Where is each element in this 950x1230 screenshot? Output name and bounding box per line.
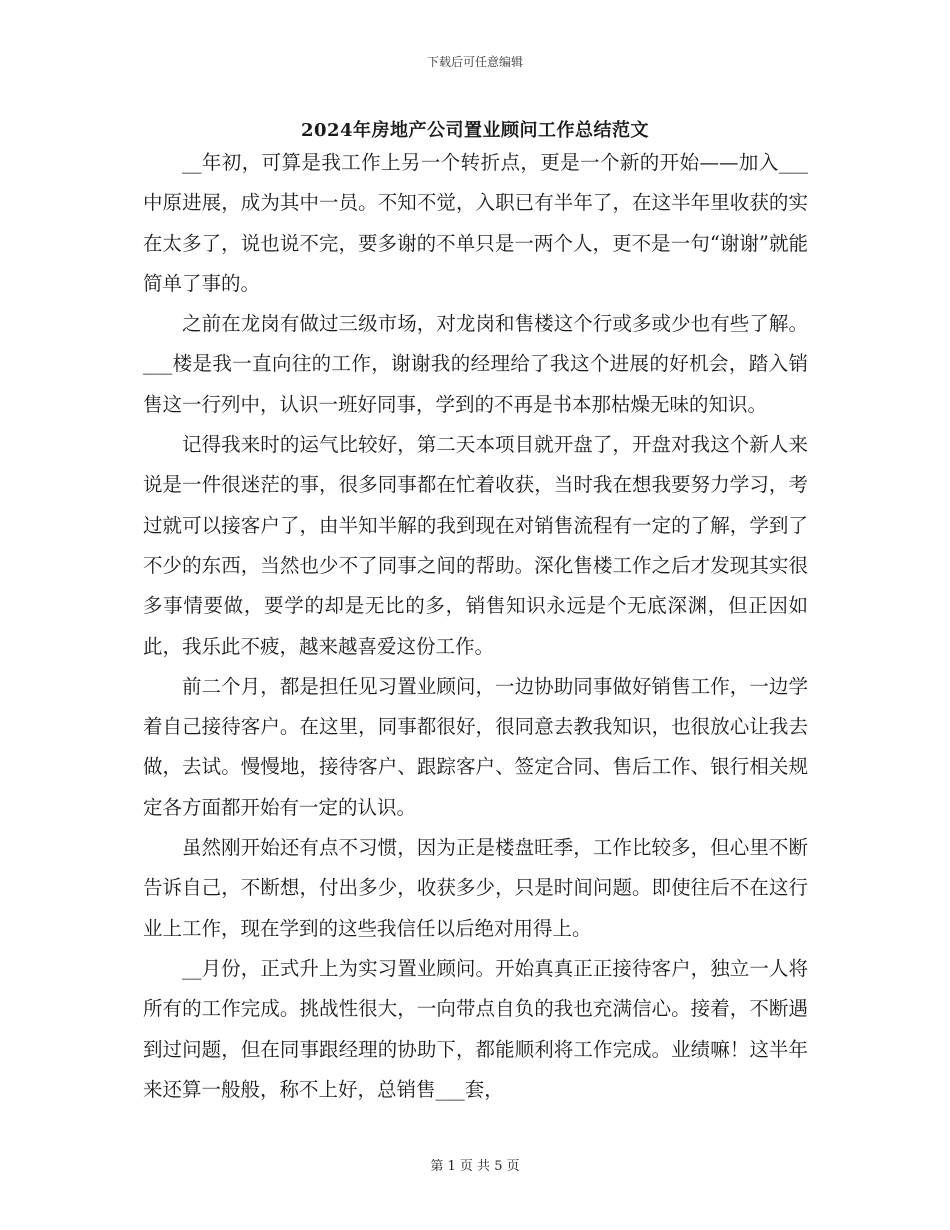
paragraph: 前二个月，都是担任见习置业顾问，一边协助同事做好销售工作，一边学着自己接待客户。在这里，同事都很好，很同意去教我知识，也很放心让我去做，去试。慢慢地，接待客户、跟踪客户、签定合同、售后工作、银行相关规定各方面都开始有一定的认识。	[143, 674, 808, 819]
download-note: 下载后可任意编辑	[426, 55, 523, 69]
paragraph: 记得我来时的运气比较好，第二天本项目就开盘了，开盘对我这个新人来说是一件很迷茫的事，很多同事都在忙着收获，当时我在想我要努力学习，考过就可以接客户了，由半知半解的我到现在对销售流程有一定的了解，学到了不少的东西，当然也少不了同事之间的帮助。深化售楼工作之后才发现其实很多事情要做，要学的却是无比的多，销售知识永远是个无底深渊，但正因如此，我乐此不疲，越来越喜爱这份工作。	[143, 433, 808, 658]
paragraph: __月份，正式升上为实习置业顾问。开始真真正正接待客户，独立一人将所有的工作完成。挑战性很大，一向带点自负的我也充满信心。接着，不断遇到过问题，但在同事跟经理的协助下，都能顺利将工作完成。业绩嘛！这半年来还算一般般，称不上好，总销售___套，	[143, 956, 808, 1101]
paragraph: 之前在龙岗有做过三级市场，对龙岗和售楼这个行或多或少也有些了解。___楼是我一直向往的工作，谢谢我的经理给了我这个进展的好机会，踏入销售这一行列中，认识一班好同事，学到的不再是书本那枯燥无味的知识。	[143, 312, 808, 416]
paragraph: 虽然刚开始还有点不习惯，因为正是楼盘旺季，工作比较多，但心里不断告诉自己，不断想，付出多少，收获多少，只是时间问题。即使往后不在这行业上工作，现在学到的这些我信任以后绝对用得上。	[143, 836, 808, 940]
document-body	[143, 143, 808, 1110]
paragraph: __年初，可算是我工作上另一个转折点，更是一个新的开始——加入___中原进展，成为其中一员。不知不觉，入职已有半年了，在这半年里收获的实在太多了，说也说不完，要多谢的不单只是一两个人，更不是一句“谢谢”就能简单了事的。	[143, 151, 808, 295]
document-title: 2024年房地产公司置业顾问工作总结范文	[300, 120, 650, 141]
page-number: 第 1 页 共 5 页	[430, 1159, 520, 1174]
